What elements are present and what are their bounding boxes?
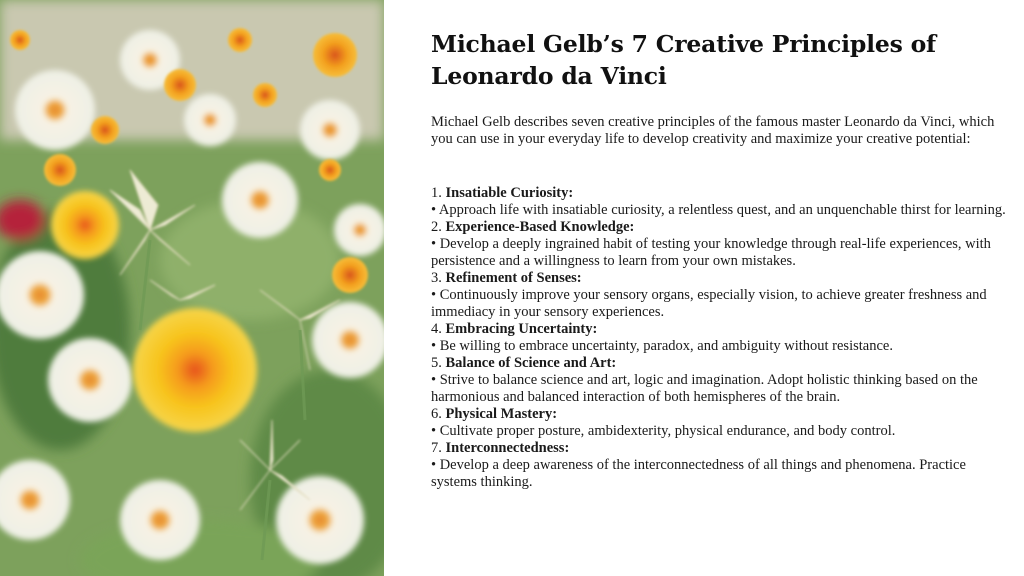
principle-number: 4.	[431, 321, 442, 337]
intro-paragraph: Michael Gelb describes seven creative principles of the famous master Leonardo da Vinci, which you can use in your everyday life to develop creativity and maximize your creative potential:	[431, 114, 995, 147]
principle-item	[431, 219, 1009, 270]
principle-title: Experience-Based Knowledge:	[445, 219, 635, 235]
principle-number: 6.	[431, 406, 442, 422]
page-title: Michael Gelb’s 7 Creative Principles of Leonardo da Vinci	[431, 30, 936, 90]
principle-item	[431, 355, 1009, 406]
principle-description: • Approach life with insatiable curiosity, a relentless quest, and an unquenchable thirst for learning.	[431, 202, 1006, 218]
principle-title: Embracing Uncertainty:	[445, 321, 598, 337]
principle-number: 5.	[431, 355, 442, 371]
principle-item	[431, 406, 1009, 440]
principles-list	[431, 185, 1009, 491]
principle-item	[431, 440, 1009, 491]
principle-item	[431, 321, 1009, 355]
principle-description: • Develop a deeply ingrained habit of testing your knowledge through real-life experiences, with persistence and a willingness to learn from your own mistakes.	[431, 236, 991, 269]
principle-number: 2.	[431, 219, 442, 235]
principle-description: • Continuously improve your sensory organs, especially vision, to achieve greater freshness and immediacy in your sensory experiences.	[431, 287, 987, 320]
flower-field-illustration	[0, 0, 384, 576]
principle-item	[431, 185, 1009, 219]
principle-number: 3.	[431, 270, 442, 286]
principle-number: 7.	[431, 440, 442, 456]
principle-title: Insatiable Curiosity:	[445, 185, 574, 201]
principle-description: • Develop a deep awareness of the interconnectedness of all things and phenomena. Practice systems thinking.	[431, 457, 966, 490]
principle-title: Refinement of Senses:	[445, 270, 582, 286]
principle-description: • Be willing to embrace uncertainty, paradox, and ambiguity without resistance.	[431, 338, 893, 354]
principle-title: Physical Mastery:	[445, 406, 558, 422]
principle-description: • Strive to balance science and art, logic and imagination. Adopt holistic thinking based on the harmonious and balanced interaction of both hemispheres of the brain.	[431, 372, 978, 405]
principle-description: • Cultivate proper posture, ambidexterity, physical endurance, and body control.	[431, 423, 896, 439]
text-panel	[431, 28, 1009, 491]
principle-number: 1.	[431, 185, 442, 201]
principle-title: Balance of Science and Art:	[445, 355, 617, 371]
principle-title: Interconnectedness:	[445, 440, 570, 456]
principle-item	[431, 270, 1009, 321]
flower-photo	[0, 0, 384, 576]
